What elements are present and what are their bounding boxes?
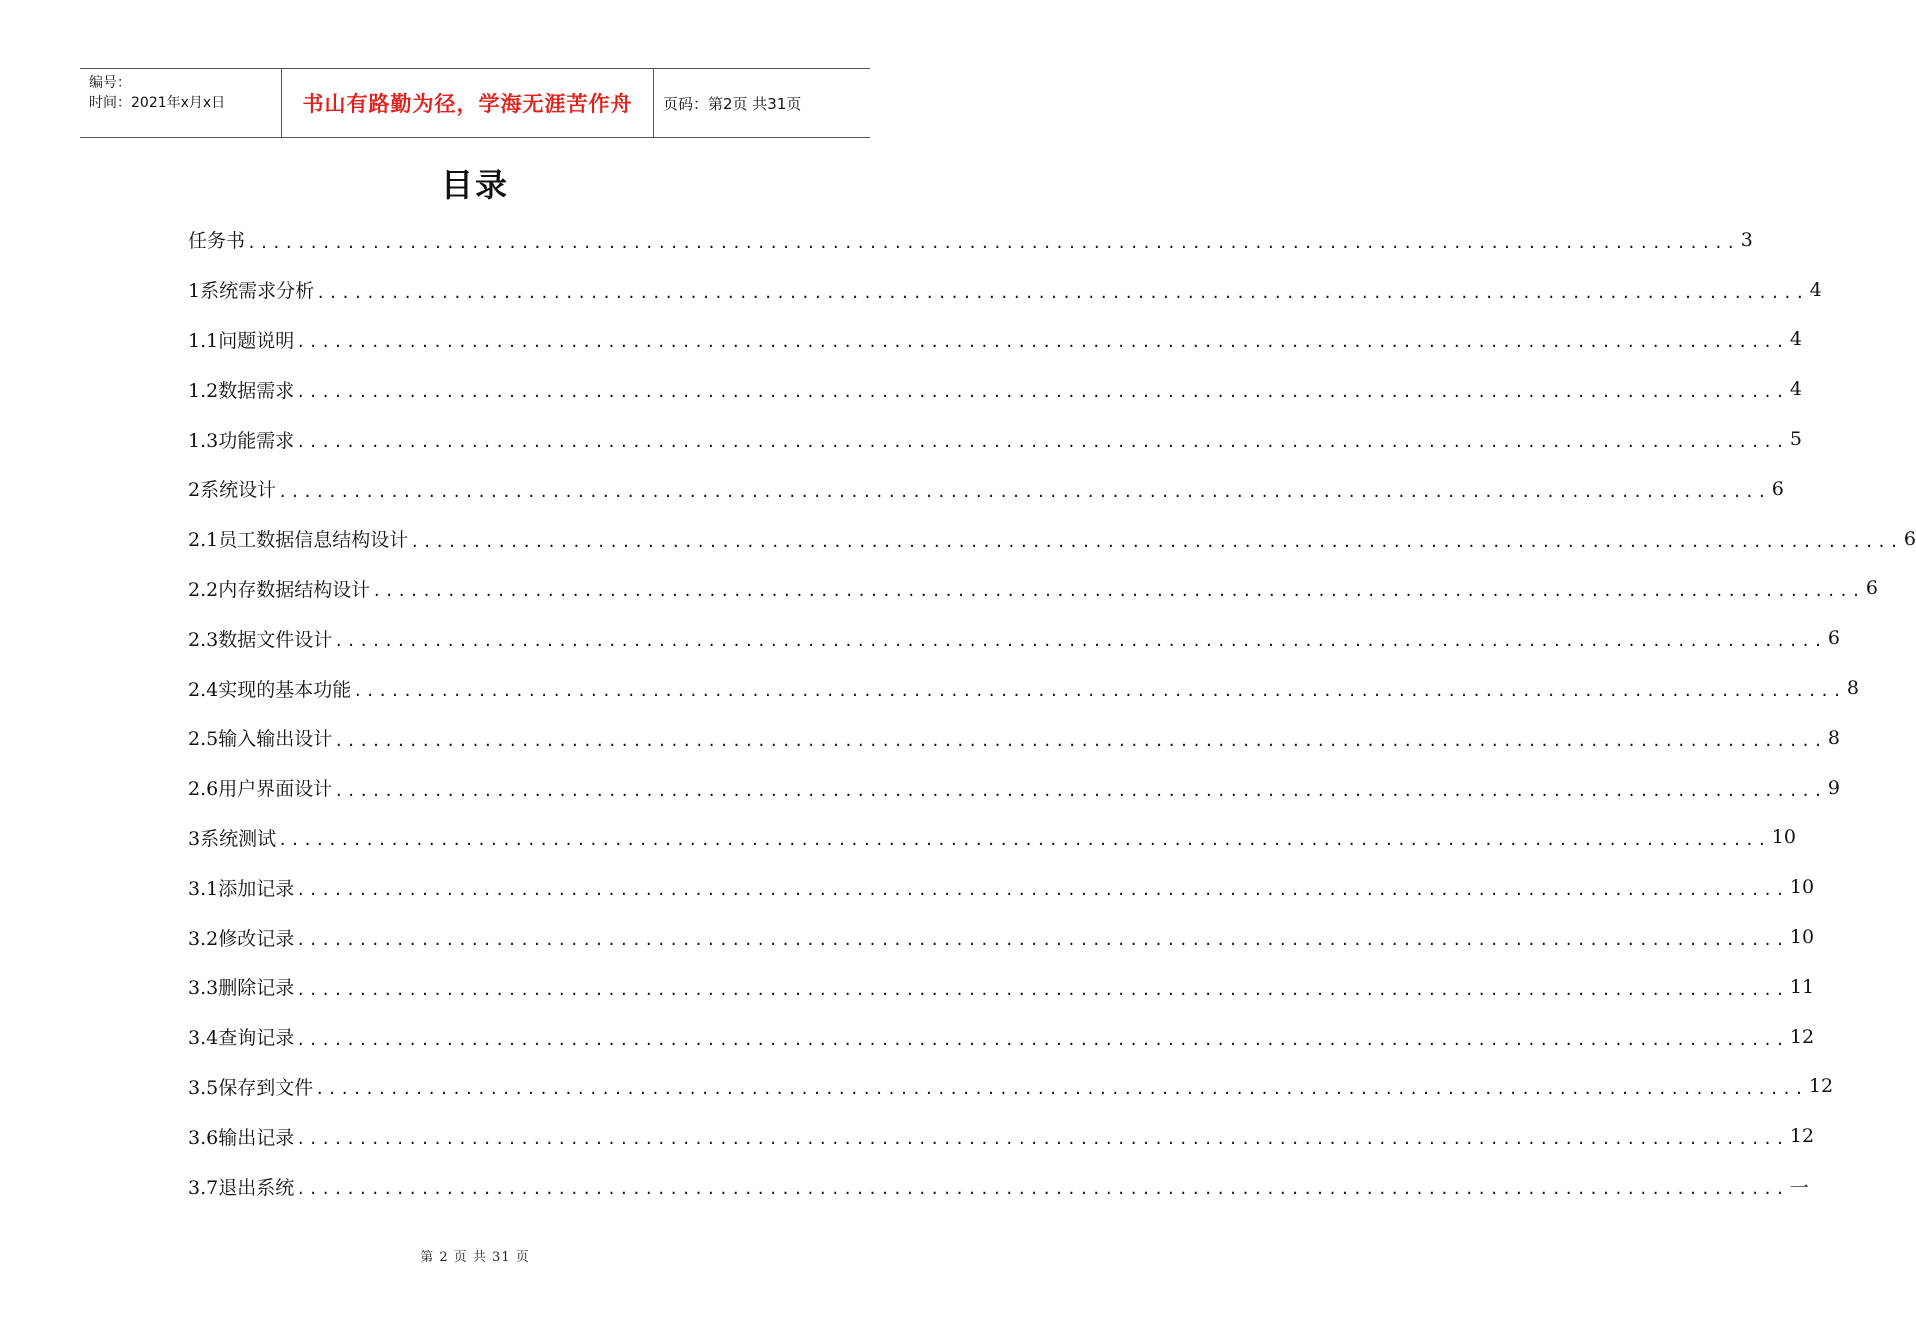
toc-entry-page: 6	[1771, 477, 1784, 500]
toc-leader-dots: ........................................................................................................................	[296, 333, 1788, 352]
motto-text: 书山有路勤为径，学海无涯苦作舟	[302, 91, 633, 116]
toc-entry[interactable]	[188, 1012, 1815, 1062]
date-label: 时间：2021年x月x日	[89, 95, 226, 111]
toc-entry-label: 2.2内存数据结构设计	[188, 578, 371, 601]
header-page-cell	[654, 69, 870, 137]
toc-entry-page: 8	[1846, 677, 1860, 700]
toc-entry-label: 3系统测试	[188, 827, 277, 850]
header-meta	[80, 69, 282, 137]
toc-entry-label: 任务书	[188, 230, 246, 253]
toc-entry[interactable]	[188, 1062, 1834, 1112]
toc-entry-page: 6	[1903, 527, 1916, 550]
toc-entry-page: 10	[1771, 826, 1796, 849]
toc-entry-label: 2.1员工数据信息结构设计	[188, 529, 409, 552]
toc-entry-page: 6	[1865, 577, 1879, 600]
toc-leader-dots: ........................................................................................................................	[334, 781, 1826, 800]
toc-entry-page: 10	[1789, 926, 1815, 949]
toc-entry-label: 2.3数据文件设计	[188, 628, 333, 651]
toc-entry[interactable]	[188, 862, 1815, 912]
toc-entry-page: 3	[1740, 228, 1753, 251]
toc-entry-label: 1.3功能需求	[188, 429, 295, 452]
toc-leader-dots: ........................................................................................................................	[410, 532, 1902, 551]
page-footer: 第 2 页 共 31 页	[420, 1250, 530, 1265]
toc-entry-page: 12	[1789, 1025, 1815, 1048]
toc-entry[interactable]	[188, 514, 1916, 564]
toc-entry-label: 1系统需求分析	[188, 280, 315, 303]
toc-entry[interactable]	[188, 564, 1879, 614]
toc-entry[interactable]	[188, 813, 1796, 863]
toc-leader-dots: ........................................................................................................................	[334, 731, 1826, 750]
toc-leader-dots: ........................................................................................................................	[247, 233, 1739, 252]
toc-leader-dots: ........................................................................................................................	[315, 1080, 1807, 1099]
toc-leader-dots: ........................................................................................................................	[278, 482, 1770, 501]
toc-leader-dots: ........................................................................................................................	[296, 1130, 1788, 1149]
toc-entry-label: 3.7退出系统	[188, 1176, 295, 1199]
toc-entry[interactable]	[188, 364, 1803, 414]
toc-entry-label: 2.4实现的基本功能	[188, 678, 352, 701]
toc-entry-page: 5	[1789, 428, 1803, 451]
toc-entry-page: 12	[1789, 1125, 1815, 1148]
toc-entry[interactable]	[188, 265, 1822, 315]
toc-entry-page: 9	[1827, 776, 1841, 799]
toc-entry[interactable]	[188, 215, 1753, 265]
toc-entry[interactable]	[188, 1111, 1815, 1161]
toc-entry[interactable]	[188, 1161, 1809, 1211]
toc-leader-dots: ........................................................................................................................	[334, 632, 1826, 651]
toc-entry[interactable]	[188, 464, 1784, 514]
toc-leader-dots: ........................................................................................................................	[296, 383, 1788, 402]
toc-entry-page: 12	[1808, 1075, 1834, 1098]
toc-entry-label: 2系统设计	[188, 479, 277, 502]
toc-leader-dots: ........................................................................................................................	[296, 1030, 1788, 1049]
toc-leader-dots: ........................................................................................................................	[296, 1180, 1788, 1199]
toc-entry-page: 10	[1789, 876, 1815, 899]
toc-entry-page: 6	[1827, 627, 1841, 650]
toc-leader-dots: ........................................................................................................................	[372, 582, 1864, 601]
toc-entry[interactable]	[188, 663, 1860, 713]
toc-entry-label: 3.1添加记录	[188, 877, 295, 900]
toc-entry-page: 4	[1809, 278, 1822, 301]
toc-entry-page: 11	[1789, 975, 1815, 998]
page-title: 目录	[440, 166, 509, 204]
toc-entry-label: 3.4查询记录	[188, 1027, 295, 1050]
toc-leader-dots: ........................................................................................................................	[296, 433, 1788, 452]
table-of-contents	[188, 215, 1916, 1211]
toc-entry-page: 4	[1789, 378, 1803, 401]
toc-entry-label: 3.3删除记录	[188, 977, 295, 1000]
toc-entry[interactable]	[188, 912, 1815, 962]
toc-entry[interactable]	[188, 613, 1841, 663]
header-motto-cell	[282, 69, 654, 137]
toc-entry[interactable]	[188, 763, 1841, 813]
toc-leader-dots: ........................................................................................................................	[278, 831, 1770, 850]
toc-entry-label: 3.5保存到文件	[188, 1076, 314, 1099]
toc-leader-dots: ........................................................................................................................	[296, 881, 1788, 900]
toc-entry[interactable]	[188, 414, 1803, 464]
toc-entry[interactable]	[188, 713, 1841, 763]
toc-entry[interactable]	[188, 315, 1803, 365]
toc-entry-label: 2.5输入输出设计	[188, 728, 333, 751]
page-header	[80, 68, 870, 138]
toc-entry-page: 一	[1789, 1176, 1809, 1199]
toc-leader-dots: ........................................................................................................................	[353, 682, 1845, 701]
toc-leader-dots: ........................................................................................................................	[316, 283, 1808, 302]
page-label: 页码：第2页 共31页	[663, 94, 802, 113]
toc-entry-label: 2.6用户界面设计	[188, 778, 333, 801]
toc-entry-label: 1.2数据需求	[188, 379, 295, 402]
toc-entry[interactable]	[188, 962, 1815, 1012]
toc-entry-page: 8	[1827, 726, 1841, 749]
toc-entry-label: 3.2修改记录	[188, 927, 295, 950]
toc-entry-label: 3.6输出记录	[188, 1126, 295, 1149]
toc-entry-label: 1.1问题说明	[188, 329, 295, 352]
toc-entry-page: 4	[1789, 328, 1803, 351]
number-label: 编号：	[89, 75, 131, 91]
toc-leader-dots: ........................................................................................................................	[296, 980, 1788, 999]
toc-leader-dots: ........................................................................................................................	[296, 931, 1788, 950]
